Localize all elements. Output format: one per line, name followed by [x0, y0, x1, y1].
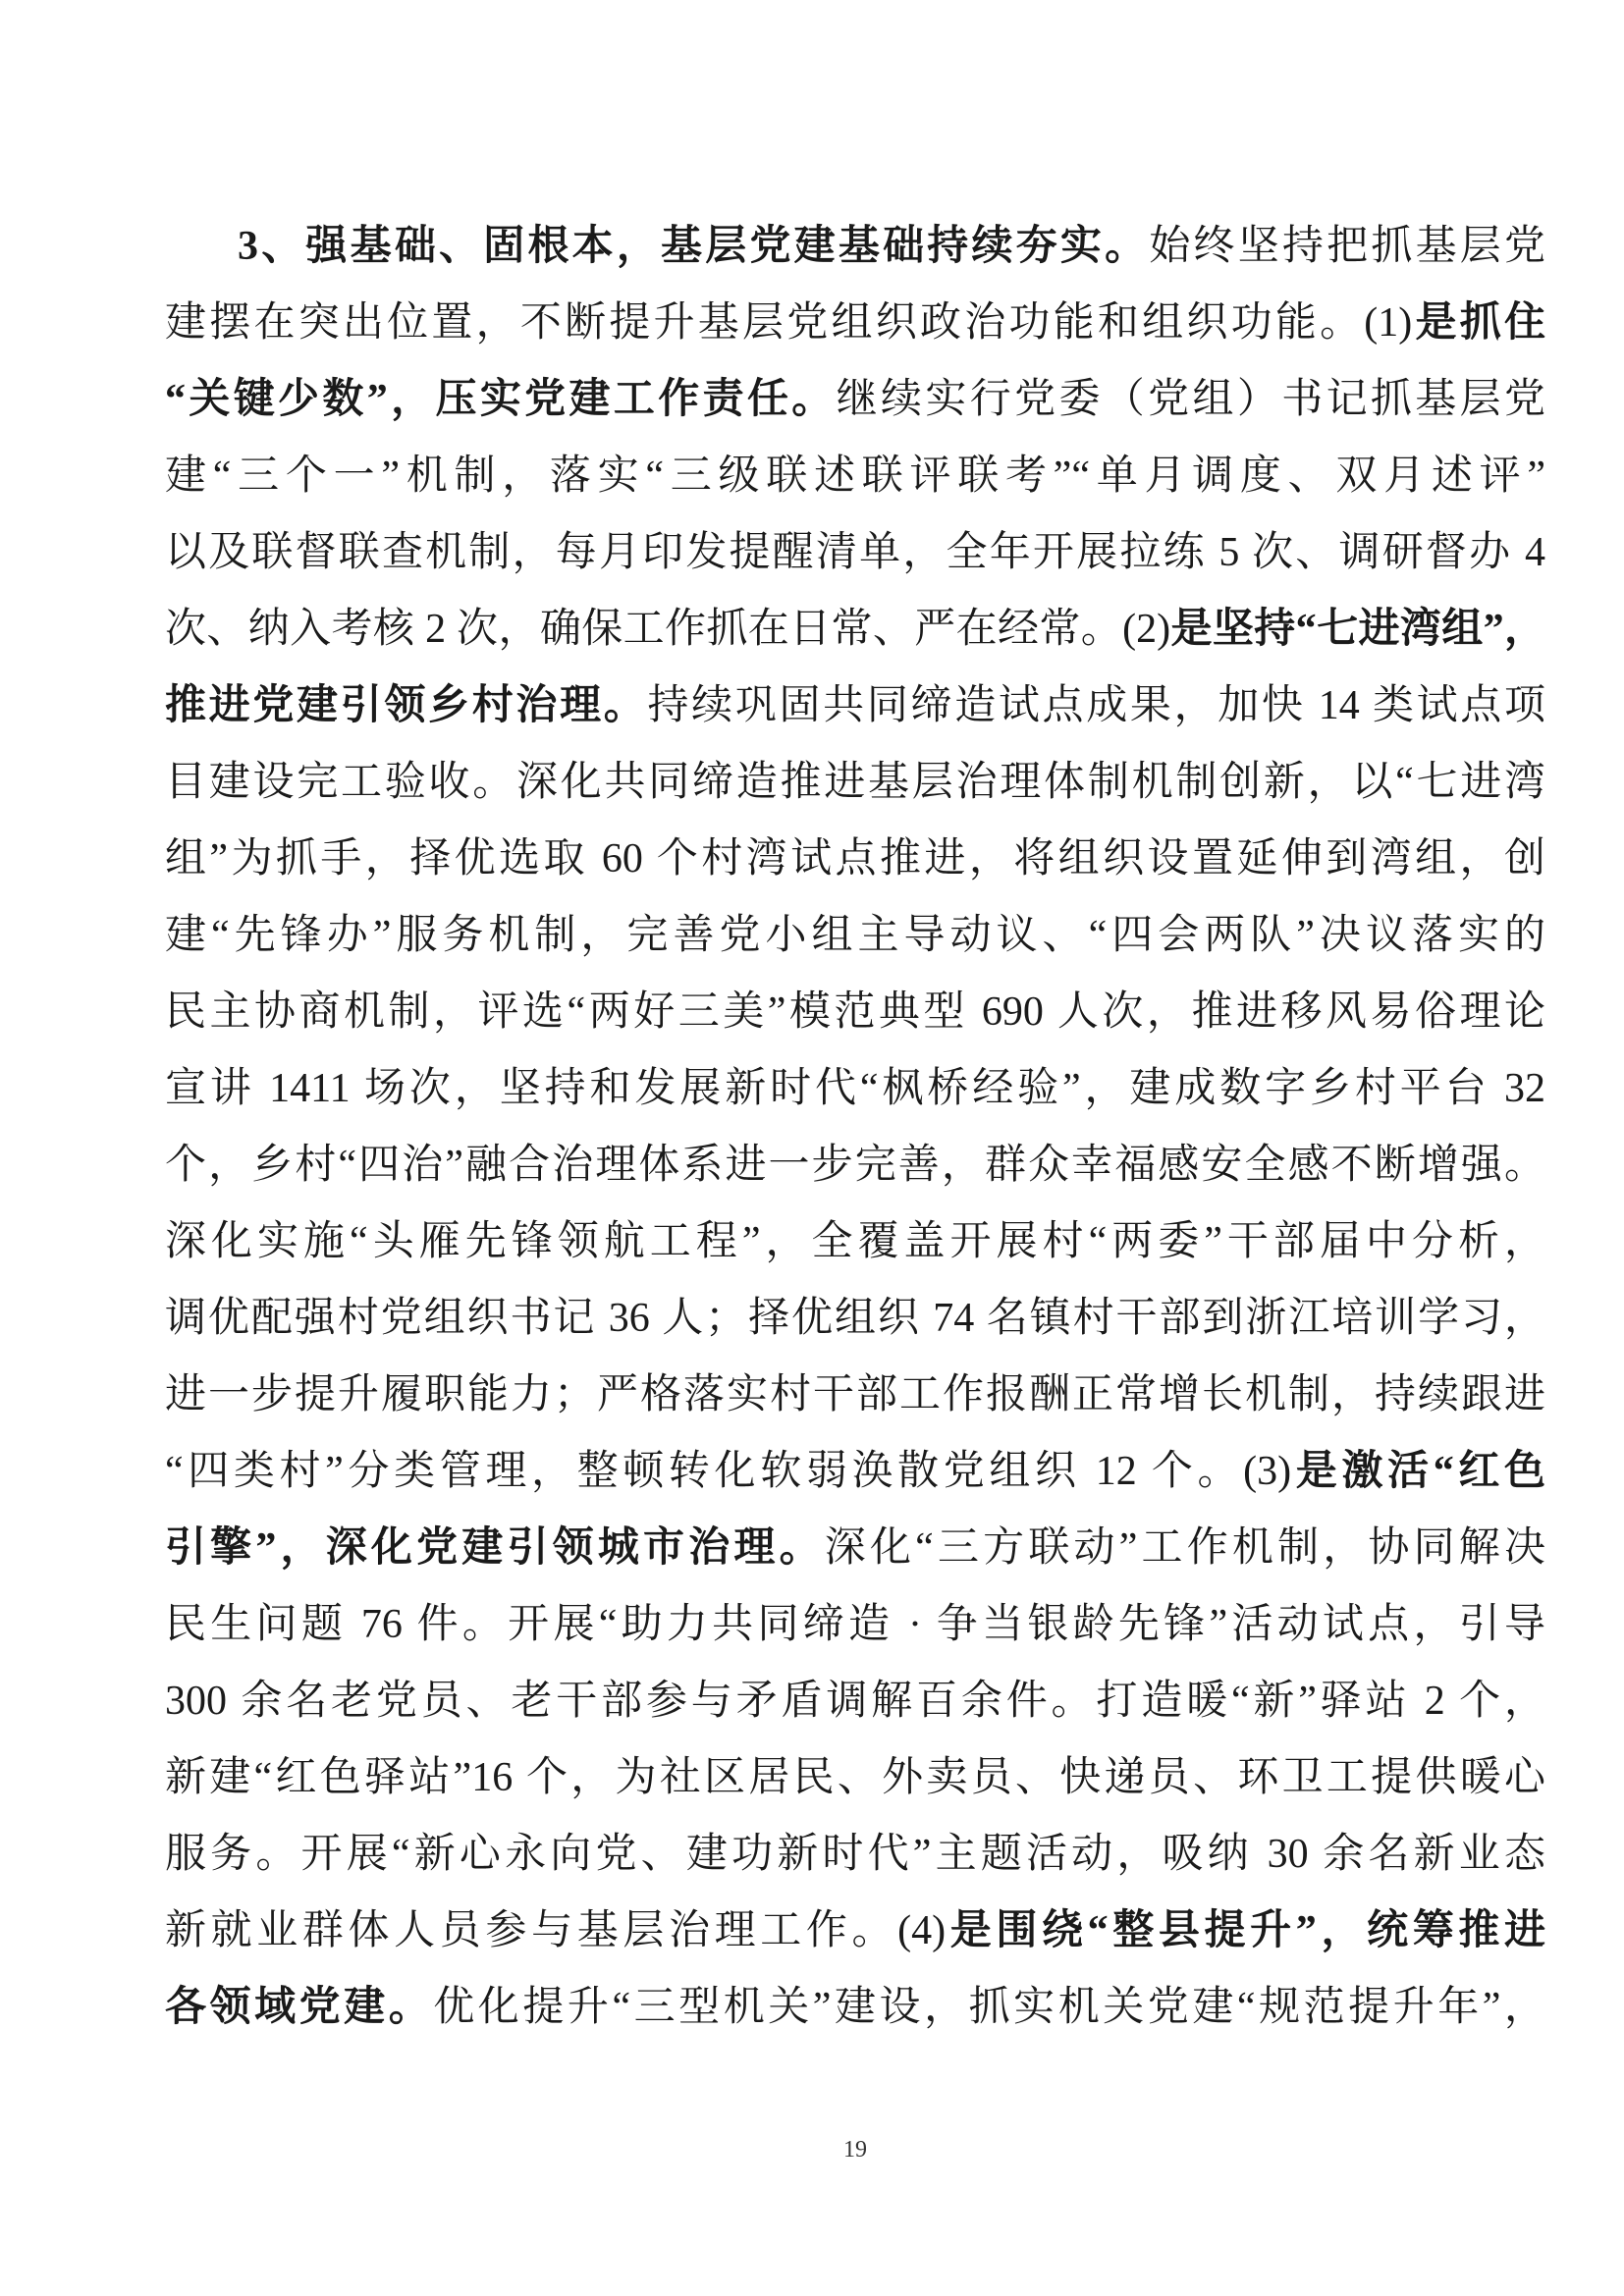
text-segment: 进一步提升履职能力；严格落实村干部工作报酬正常增长机制，持续跟进 [165, 1372, 1545, 1417]
page-number [165, 2134, 1545, 2165]
text-line [165, 361, 1545, 438]
text-segment: 新建“红色驿站”16 个，为社区居民、外卖员、快递员、环卫工提供暖心 [165, 1755, 1545, 1800]
bold-text-segment: 是抓住 [1412, 300, 1545, 346]
text-line [165, 1663, 1545, 1739]
text-line [165, 1816, 1545, 1893]
text-segment: 建“先锋办”服务机制，完善党小组主导动议、“四会两队”决议落实的 [165, 913, 1545, 958]
text-line [165, 667, 1545, 744]
text-segment: 优化提升“三型机关”建设，抓实机关党建“规范提升年”， [433, 1985, 1545, 2030]
bold-text-segment: 各领域党建。 [165, 1985, 434, 2030]
text-line [165, 1586, 1545, 1663]
text-segment: 次、纳入考核 2 次，确保工作抓在日常、严在经常。(2) [165, 607, 1171, 652]
text-segment: 以及联督联查机制，每月印发提醒清单，全年开展拉练 5 次、调研督办 4 [165, 530, 1545, 575]
bold-text-segment: 推进党建引领乡村治理。 [165, 683, 648, 728]
text-line [165, 208, 1545, 285]
page-number-text: 19 [843, 2137, 867, 2163]
text-line [165, 821, 1545, 897]
text-line [165, 591, 1545, 667]
text-line [165, 285, 1545, 361]
text-segment: 调优配强村党组织书记 36 人；择优组织 74 名镇村干部到浙江培训学习， [165, 1296, 1545, 1341]
text-segment: 继续实行党委（党组）书记抓基层党 [836, 377, 1545, 422]
text-line [165, 974, 1545, 1050]
text-line [165, 1893, 1545, 1969]
body-paragraph [165, 208, 1545, 2046]
text-segment: 个，乡村“四治”融合治理体系进一步完善，群众幸福感安全感不断增强。 [165, 1143, 1545, 1188]
bold-text-segment: “关键少数”，压实党建工作责任。 [165, 377, 837, 422]
text-segment: 宣讲 1411 场次，坚持和发展新时代“枫桥经验”，建成数字乡村平台 32 [165, 1066, 1545, 1111]
text-segment: 目建设完工验收。深化共同缔造推进基层治理体制机制创新，以“七进湾 [165, 760, 1545, 805]
text-line [165, 1433, 1545, 1510]
text-segment: 服务。开展“新心永向党、建功新时代”主题活动，吸纳 30 余名新业态 [165, 1832, 1545, 1877]
text-segment: 新就业群体人员参与基层治理工作。(4) [165, 1908, 947, 1953]
text-line [165, 1280, 1545, 1357]
text-segment: 民主协商机制，评选“两好三美”模范典型 690 人次，推进移风易俗理论 [165, 989, 1545, 1035]
text-segment: 建“三个一”机制，落实“三级联述联评联考”“单月调度、双月述评” [165, 454, 1545, 499]
text-line [165, 514, 1545, 591]
bold-text-segment: 是坚持“七进湾组”， [1170, 607, 1545, 652]
text-segment: 300 余名老党员、老干部参与矛盾调解百余件。打造暖“新”驿站 2 个， [165, 1679, 1545, 1724]
text-line [165, 1510, 1545, 1586]
bold-text-segment: 是激活“红色 [1291, 1449, 1545, 1494]
text-segment: 民生问题 76 件。开展“助力共同缔造 · 争当银龄先锋”活动试点，引导 [165, 1602, 1545, 1647]
text-line [165, 438, 1545, 514]
text-segment: 持续巩固共同缔造试点成果，加快 14 类试点项 [647, 683, 1545, 728]
text-line [165, 1357, 1545, 1433]
text-line [165, 1127, 1545, 1203]
text-line [165, 1203, 1545, 1280]
text-line [165, 1050, 1545, 1127]
text-segment: “四类村”分类管理，整顿转化软弱涣散党组织 12 个。(3) [165, 1449, 1292, 1494]
text-segment: 建摆在突出位置，不断提升基层党组织政治功能和组织功能。(1) [165, 300, 1413, 346]
text-segment: 深化实施“头雁先锋领航工程”，全覆盖开展村“两委”干部届中分析， [165, 1219, 1545, 1264]
bold-text-segment: 是围绕“整县提升”，统筹推进 [946, 1908, 1545, 1953]
text-segment: 组”为抓手，择优选取 60 个村湾试点推进，将组织设置延伸到湾组，创 [165, 836, 1545, 881]
text-line [165, 1969, 1545, 2046]
text-segment: 深化“三方联动”工作机制，协同解决 [824, 1525, 1545, 1571]
text-segment: 始终坚持把抓基层党 [1149, 224, 1545, 269]
text-line [165, 897, 1545, 974]
text-line [165, 744, 1545, 821]
bold-text-segment: 3、强基础、固根本，基层党建基础持续夯实。 [238, 224, 1150, 269]
bold-text-segment: 引擎”，深化党建引领城市治理。 [165, 1525, 825, 1571]
text-line [165, 1739, 1545, 1816]
